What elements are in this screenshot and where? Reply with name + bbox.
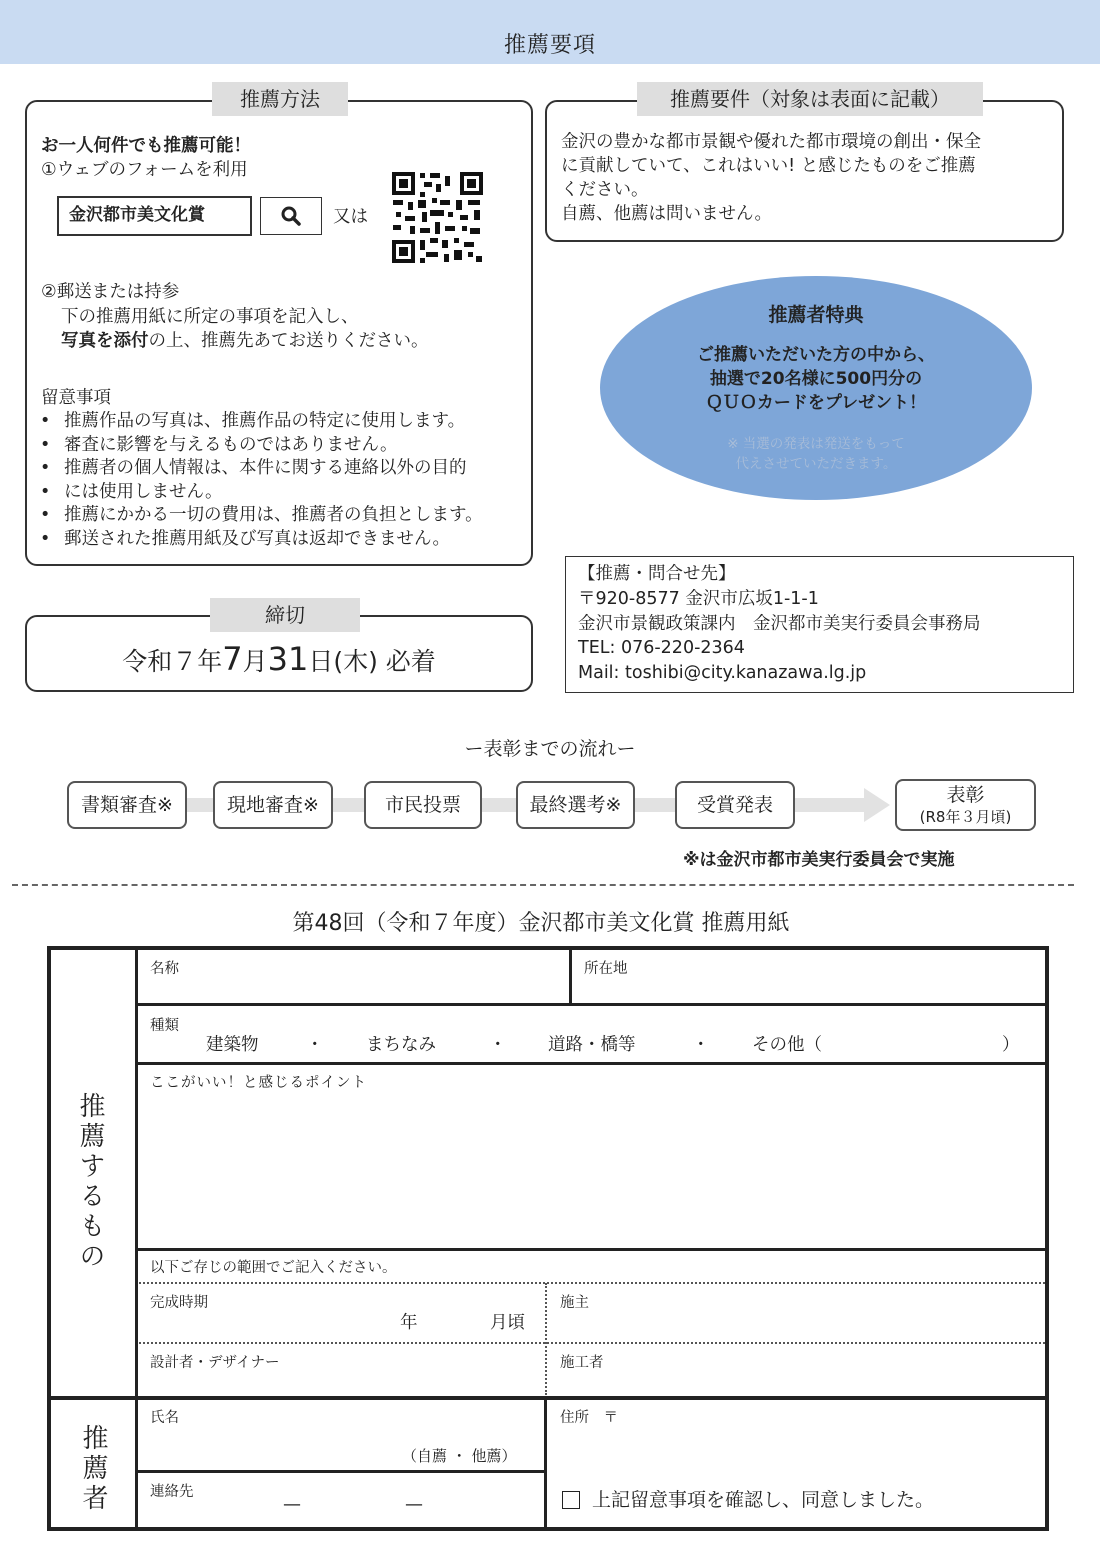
page-title: 推薦要項 bbox=[503, 33, 596, 58]
self-other-option[interactable]: （自薦 ・ 他薦） bbox=[402, 1447, 517, 1465]
deadline-month: 7 bbox=[222, 640, 243, 678]
known-range-note: 以下ご存じの範囲でご記入ください。 bbox=[150, 1260, 397, 1276]
search-input[interactable]: 金沢都市美文化賞 bbox=[57, 196, 252, 236]
deadline-rest: 日(木) 必着 bbox=[308, 647, 436, 676]
flow-title: ー表彰までの流れー bbox=[464, 738, 636, 760]
owner-field[interactable] bbox=[560, 1310, 1044, 1338]
type-separator: ・ bbox=[489, 1035, 507, 1055]
form-divider bbox=[137, 1470, 545, 1473]
person-name-label: 氏名 bbox=[150, 1410, 179, 1426]
method-tab: 推薦方法 bbox=[212, 82, 348, 116]
benefit-line: 抽選で20名様に500円分の bbox=[709, 369, 923, 389]
form-divider bbox=[137, 1003, 1047, 1006]
notes-title: 留意事項 bbox=[41, 388, 111, 408]
note-item: • 郵送された推薦用紙及び写真は返却できません。 bbox=[38, 528, 483, 552]
type-separator: ・ bbox=[692, 1035, 710, 1055]
requirements-line: に貢献していて、これはいい! と感じたものをご推薦 bbox=[561, 156, 976, 176]
name-label: 名称 bbox=[150, 961, 179, 977]
type-option-building[interactable]: 建築物 bbox=[206, 1035, 259, 1055]
form-title: 第48回（令和７年度）金沢都市美文化賞 推薦用紙 bbox=[292, 911, 790, 936]
flow-step-site-review: 現地審査※ bbox=[213, 781, 333, 829]
builder-label: 施工者 bbox=[560, 1355, 604, 1371]
section-label-recommended-item: 推薦するもの bbox=[75, 1092, 105, 1272]
point-textarea[interactable] bbox=[140, 1094, 1044, 1244]
form-divider bbox=[137, 1062, 1047, 1065]
flow-step-document-review: 書類審査※ bbox=[67, 781, 187, 829]
form-dotted-divider bbox=[139, 1342, 1045, 1344]
contact-label: 連絡先 bbox=[150, 1484, 194, 1500]
designer-field[interactable] bbox=[140, 1370, 540, 1394]
form-divider bbox=[544, 1398, 547, 1529]
completion-month-unit: 月頃 bbox=[490, 1313, 525, 1333]
contact-address: 〒920-8577 金沢市広坂1-1-1 bbox=[578, 589, 819, 609]
flow-note: ※は金沢市都市美実行委員会で実施 bbox=[683, 850, 955, 870]
address-label: 住所 〒 bbox=[560, 1410, 618, 1426]
form-dotted-divider bbox=[139, 1282, 1045, 1284]
mail-line1: 下の推薦用紙に所定の事項を記入し、 bbox=[61, 307, 359, 327]
flow-award-title: 表彰 bbox=[946, 784, 985, 806]
completion-label: 完成時期 bbox=[150, 1295, 208, 1311]
note-item-continued: • 審査に影響を与えるものではありません。 bbox=[38, 434, 483, 458]
note-item: • 推薦者の個人情報は、本件に関する連絡以外の目的 bbox=[38, 457, 483, 481]
type-option-road-bridge[interactable]: 道路・橋等 bbox=[548, 1035, 636, 1055]
flow-step-final-selection: 最終選考※ bbox=[516, 781, 635, 829]
qr-code[interactable] bbox=[390, 170, 485, 265]
phone-field[interactable] bbox=[140, 1500, 540, 1524]
deadline-prefix: 令和７年 bbox=[122, 647, 223, 676]
form-dotted-divider bbox=[545, 1283, 547, 1395]
method-lead: お一人何件でも推薦可能！ bbox=[41, 136, 251, 156]
completion-field[interactable] bbox=[240, 1310, 380, 1336]
requirements-tab: 推薦要件（対象は表面に記載） bbox=[637, 82, 983, 116]
contact-mail[interactable]: Mail: toshibi@city.kanazawa.lg.jp bbox=[578, 663, 867, 683]
type-other-close: ） bbox=[1002, 1035, 1020, 1055]
search-button[interactable] bbox=[260, 197, 322, 235]
person-name-field[interactable] bbox=[140, 1424, 540, 1442]
mail-line2 bbox=[61, 329, 429, 353]
note-item-continued: • には使用しません。 bbox=[38, 481, 483, 505]
requirements-line: 自薦、他薦は問いません。 bbox=[561, 204, 773, 224]
contact-tel: TEL: 076-220-2364 bbox=[578, 638, 745, 658]
deadline-month-suffix: 月 bbox=[242, 647, 268, 676]
flow-step-announcement: 受賞発表 bbox=[675, 781, 795, 829]
type-option-townscape[interactable]: まちなみ bbox=[366, 1035, 436, 1055]
requirements-line: ください。 bbox=[561, 180, 649, 200]
mail-line2-rest: の上、推薦先あてお送りください。 bbox=[148, 331, 429, 351]
phone-dash: — bbox=[283, 1494, 301, 1515]
notes-list bbox=[38, 410, 483, 551]
section-label-recommender: 推薦者 bbox=[78, 1424, 108, 1514]
contact-title: 【推薦・問合せ先】 bbox=[578, 564, 736, 584]
type-label: 種類 bbox=[150, 1018, 179, 1034]
flow-step-public-vote: 市民投票 bbox=[364, 781, 482, 829]
owner-label: 施主 bbox=[560, 1295, 589, 1311]
benefit-title: 推薦者特典 bbox=[768, 304, 864, 326]
name-field[interactable] bbox=[140, 978, 566, 1002]
flow-step-award bbox=[895, 779, 1036, 831]
cut-line bbox=[12, 884, 1074, 886]
designer-label: 設計者・デザイナー bbox=[150, 1355, 280, 1371]
benefit-note: ※ 当選の発表は発送をもって bbox=[727, 436, 905, 452]
contact-office: 金沢市景観政策課内 金沢都市美実行委員会事務局 bbox=[578, 614, 981, 634]
form-divider bbox=[569, 948, 572, 1005]
point-label: ここがいい！と感じるポイント bbox=[150, 1075, 367, 1091]
mail-label: ②郵送または持参 bbox=[41, 282, 180, 302]
form-divider bbox=[137, 1248, 1047, 1251]
location-field[interactable] bbox=[574, 978, 1044, 1002]
deadline-date bbox=[25, 640, 533, 678]
deadline-day: 31 bbox=[267, 640, 309, 678]
benefit-line: ＱＵＯカードをプレゼント！ bbox=[705, 393, 927, 413]
benefit-note: 代えさせていただきます。 bbox=[735, 456, 897, 472]
requirements-line: 金沢の豊かな都市景観や優れた都市環境の創出・保全 bbox=[561, 132, 981, 152]
completion-year-unit: 年 bbox=[400, 1313, 418, 1333]
agree-checkbox[interactable] bbox=[562, 1491, 580, 1509]
mail-line2-bold: 写真を添付 bbox=[61, 331, 149, 351]
or-label: 又は bbox=[333, 207, 368, 227]
web-form-label: ①ウェブのフォームを利用 bbox=[41, 160, 248, 180]
note-item: • 推薦作品の写真は、推薦作品の特定に使用します。 bbox=[38, 410, 483, 434]
form-section-divider bbox=[49, 1396, 1047, 1400]
qr-code-icon bbox=[390, 170, 485, 265]
phone-dash: — bbox=[405, 1494, 423, 1515]
agree-label: 上記留意事項を確認し、同意しました。 bbox=[592, 1489, 935, 1511]
flow-award-date: (R8年３月頃) bbox=[919, 808, 1012, 826]
search-icon bbox=[261, 198, 323, 234]
note-item: • 推薦にかかる一切の費用は、推薦者の負担とします。 bbox=[38, 504, 483, 528]
deadline-tab: 締切 bbox=[210, 598, 360, 632]
type-option-other[interactable]: その他（ bbox=[752, 1035, 822, 1055]
flow-arrow-head-icon bbox=[864, 788, 890, 822]
builder-field[interactable] bbox=[560, 1370, 1044, 1394]
address-field[interactable] bbox=[560, 1426, 1044, 1464]
benefit-line: ご推薦いただいた方の中から、 bbox=[697, 345, 935, 365]
location-label: 所在地 bbox=[584, 961, 628, 977]
form-divider bbox=[135, 948, 138, 1529]
type-separator: ・ bbox=[306, 1035, 324, 1055]
